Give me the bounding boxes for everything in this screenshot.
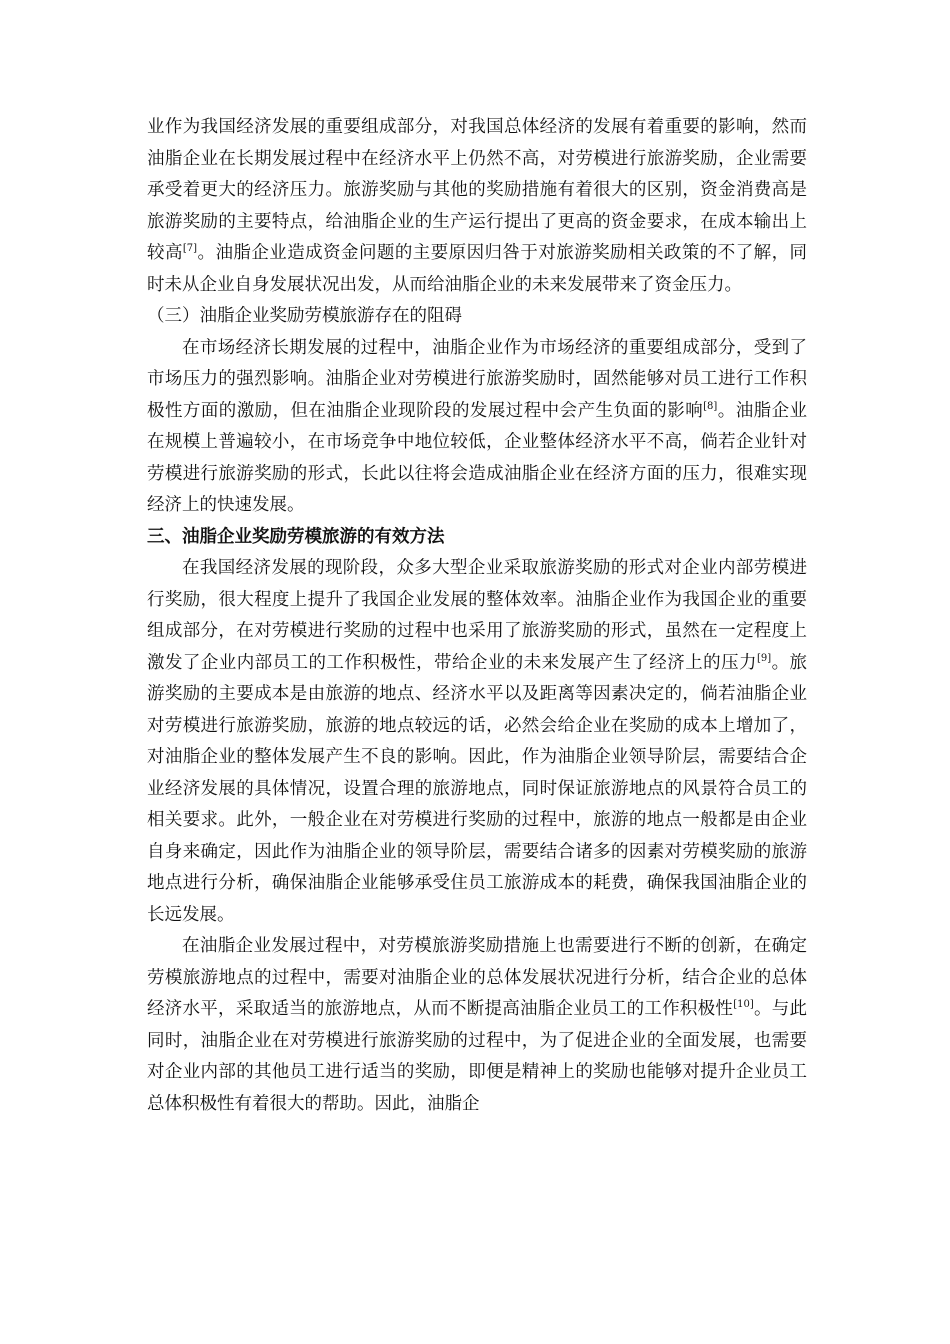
citation-7: [7] <box>182 243 198 254</box>
citation-10: [10] <box>733 999 754 1010</box>
paragraph-text: 。油脂企业在规模上普遍较小，在市场竞争中地位较低，企业整体经济水平不高，倘若企业针对劳模进行旅游奖励的形式，长此以往将会造成油脂企业在经济方面的压力，很难实现经济上的快速发展。 <box>147 400 808 515</box>
paragraph-methods <box>147 553 807 931</box>
paragraph-text: 。旅游奖励的主要成本是由旅游的地点、经济水平以及距离等因素决定的，倘若油脂企业对劳模进行旅游奖励，旅游的地点较远的话，必然会给企业在奖励的成本上增加了，对油脂企业的整体发展产生不良的影响。因此，作为油脂企业领导阶层，需要结合企业经济发展的具体情况，设置合理的旅游地点，同时保证旅游地点的风景符合员工的相关要求。此外，一般企业在对劳模进行奖励的过程中，旅游的地点一般都是由企业自身来确定，因此作为油脂企业的领导阶层，需要结合诸多的因素对劳模奖励的旅游地点进行分析，确保油脂企业能够承受住员工旅游成本的耗费，确保我国油脂企业的长远发展。 <box>147 652 808 925</box>
subsection-heading: （三）油脂企业奖励劳模旅游存在的阻碍 <box>147 306 462 326</box>
section-heading: 三、油脂企业奖励劳模旅游的有效方法 <box>147 526 445 547</box>
paragraph-text: 在市场经济长期发展的过程中，油脂企业作为市场经济的重要组成部分，受到了市场压力的强烈影响。油脂企业对劳模进行旅游奖励时，固然能够对员工进行工作积极性方面的激励，但在油脂企业现阶段的发展过程中会产生负面的影响 <box>147 337 807 421</box>
paragraph-obstacles <box>147 333 807 522</box>
paragraph-text: 。与此同时，油脂企业在对劳模进行旅游奖励的过程中，为了促进企业的全面发展，也需要对企业内部的其他员工进行适当的奖励，即便是精神上的奖励也能够对提升企业员工总体积极性有着很大的帮助。因此，油脂企 <box>147 999 808 1114</box>
paragraph-text: 。油脂企业造成资金问题的主要原因归咎于对旅游奖励相关政策的不了解，同时未从企业自身发展状况出发，从而给油脂企业的未来发展带来了资金压力。 <box>147 243 808 295</box>
document-page <box>147 112 807 1120</box>
paragraph-innovation <box>147 931 807 1120</box>
paragraph-text: 业作为我国经济发展的重要组成部分，对我国总体经济的发展有着重要的影响，然而油脂企业在长期发展过程中在经济水平上仍然不高，对劳模进行旅游奖励，企业需要承受着更大的经济压力。旅游奖励与其他的奖励措施有着很大的区别，资金消费高是旅游奖励的主要特点，给油脂企业的生产运行提出了更高的资金要求，在成本输出上较高 <box>147 117 807 263</box>
paragraph-text: 在油脂企业发展过程中，对劳模旅游奖励措施上也需要进行不断的创新，在确定劳模旅游地点的过程中，需要对油脂企业的总体发展状况进行分析，结合企业的总体经济水平，采取适当的旅游地点，从而不断提高油脂企业员工的工作积极性 <box>147 936 807 1019</box>
citation-9: [9] <box>756 652 772 664</box>
paragraph-text: 在我国经济发展的现阶段，众多大型企业采取旅游奖励的形式对企业内部劳模进行奖励，很大程度上提升了我国企业发展的整体效率。油脂企业作为我国企业的重要组成部分，在对劳模进行奖励的过程中也采用了旅游奖励的形式，虽然在一定程度上激发了企业内部员工的工作积极性，带给企业的未来发展产生了经济上的压力 <box>147 558 807 673</box>
citation-8: [8] <box>703 400 718 412</box>
paragraph-continued <box>147 112 807 301</box>
